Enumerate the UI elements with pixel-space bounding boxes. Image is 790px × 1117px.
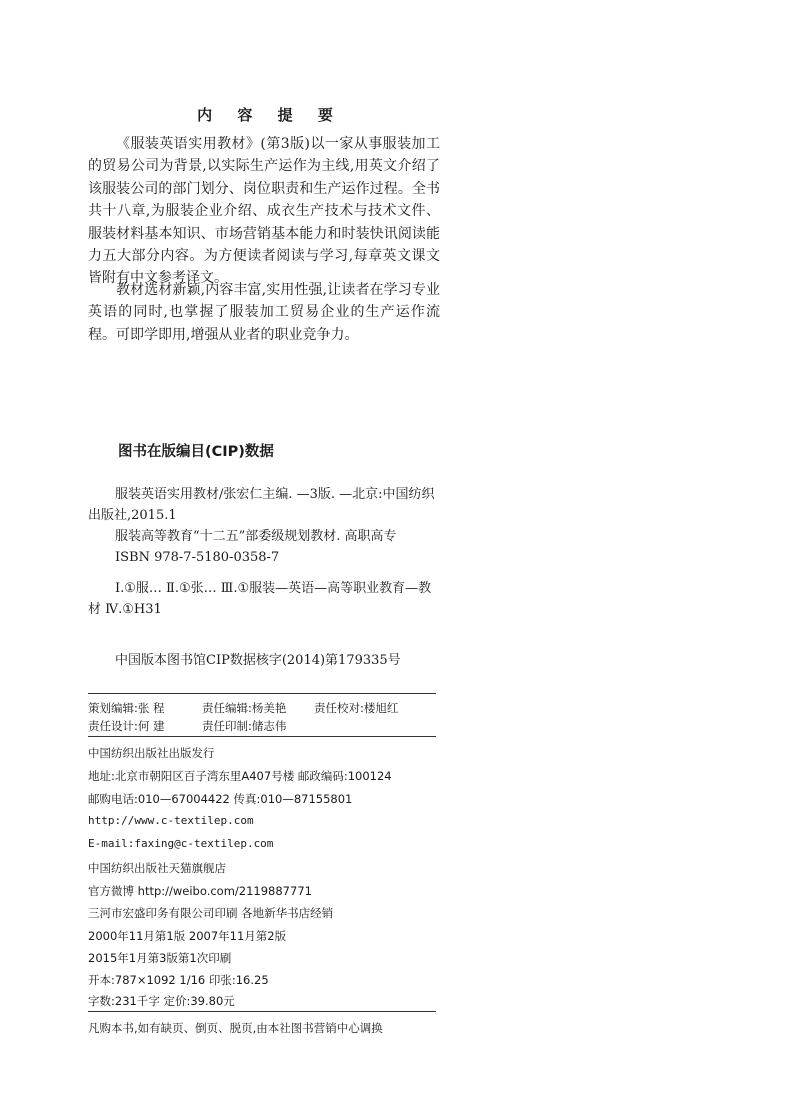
cip-data-number bbox=[88, 650, 443, 671]
summary-paragraph-2-text: 教材选材新颖,内容丰富,实用性强,让读者在学习专业英语的同时,也掌握了服装加工贸易企业的生产运作流程。可即学即用,增强从业者的职业竞争力。 bbox=[88, 282, 440, 343]
staff-row-2 bbox=[88, 718, 314, 734]
proofreader: 责任校对:楼旭红 bbox=[314, 701, 399, 715]
return-notice: 凡购本书,如有缺页、倒页、脱页,由本社图书营销中心调换 bbox=[88, 1021, 383, 1035]
word-count-price: 字数:231千字 定价:39.80元 bbox=[88, 994, 235, 1008]
publisher-weibo: 官方微博 http://weibo.com/2119887771 bbox=[88, 884, 312, 898]
cip-data-number-text: 中国版本图书馆CIP数据核字(2014)第179335号 bbox=[115, 653, 401, 668]
responsible-designer: 责任设计:何 建 bbox=[88, 719, 165, 733]
divider bbox=[88, 1011, 436, 1012]
responsible-printing: 责任印制:储志伟 bbox=[202, 719, 287, 733]
summary-paragraph-1 bbox=[88, 133, 440, 290]
cip-title: 图书在版编目(CIP)数据 bbox=[118, 444, 274, 460]
publisher-email: E-mail:faxing@c-textilep.com bbox=[88, 837, 274, 850]
cip-isbn: ISBN 978-7-5180-0358-7 bbox=[115, 550, 280, 565]
book-format: 开本:787×1092 1/16 印张:16.25 bbox=[88, 973, 269, 987]
cip-line-2: 服装高等教育“十二五”部委级规划教材. 高职高专 bbox=[115, 529, 397, 544]
cip-record bbox=[88, 484, 443, 568]
publisher-address: 地址:北京市朝阳区百子湾东里A407号楼 邮政编码:100124 bbox=[88, 769, 392, 783]
edition-history: 2000年11月第1版 2007年11月第2版 bbox=[88, 929, 287, 943]
responsible-editor: 责任编辑:杨美艳 bbox=[202, 701, 287, 715]
printer-distribution: 三河市宏盛印务有限公司印刷 各地新华书店经销 bbox=[88, 906, 334, 920]
print-run: 2015年1月第3版第1次印刷 bbox=[88, 951, 232, 965]
publisher-name: 中国纺织出版社出版发行 bbox=[88, 746, 215, 760]
publisher-website: http://www.c-textilep.com bbox=[88, 814, 254, 827]
divider bbox=[88, 736, 436, 737]
cip-line-1: 服装英语实用教材/张宏仁主编. —3版. —北京:中国纺织出版社,2015.1 bbox=[88, 487, 435, 523]
planning-editor: 策划编辑:张 程 bbox=[88, 701, 165, 715]
staff-row-1 bbox=[88, 700, 398, 716]
publisher-phone: 邮购电话:010—67004422 传真:010—87155801 bbox=[88, 792, 353, 806]
summary-title: 内 容 提 要 bbox=[197, 106, 343, 124]
summary-paragraph-2 bbox=[88, 279, 440, 346]
summary-paragraph-1-text: 《服装英语实用教材》(第3版)以一家从事服装加工的贸易公司为背景,以实际生产运作为主线,用英文介绍了该服装公司的部门划分、岗位职责和生产运作过程。全书共十八章,为服装企业介绍、成衣生产技术与技术文件、服装材料基本知识、市场营销基本能力和时装快讯阅读能力五大部分内容。为方便读者阅读与学习,每章英文课文皆附有中文参考译文。 bbox=[88, 136, 440, 287]
divider bbox=[88, 693, 436, 694]
cip-classification-text: Ⅰ.①服… Ⅱ.①张… Ⅲ.①服装—英语—高等职业教育—教材 Ⅳ.①H31 bbox=[88, 581, 432, 617]
cip-classification bbox=[88, 578, 443, 620]
publisher-tmall-store: 中国纺织出版社天猫旗舰店 bbox=[88, 861, 226, 875]
